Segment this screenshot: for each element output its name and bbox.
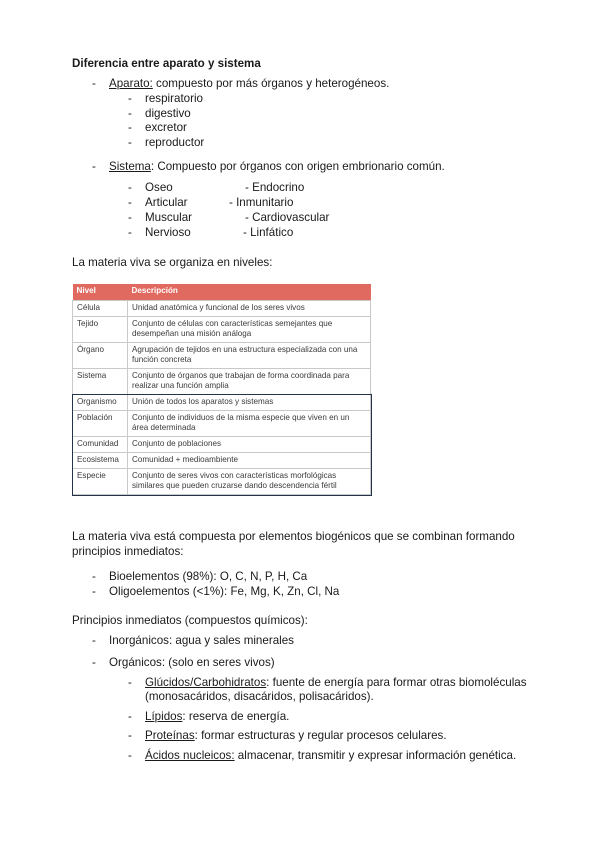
- aparato-item: reproductor: [145, 135, 205, 149]
- proteinas-item: [145, 729, 447, 743]
- bullet-dash: -: [128, 196, 132, 209]
- proteinas-text: : formar estructuras y regular procesos celulares.: [194, 729, 447, 742]
- table-row: [73, 411, 371, 437]
- level-description: Agrupación de tejidos en una estructura especializada con una función concreta: [128, 343, 371, 369]
- level-name: Órgano: [73, 343, 128, 369]
- organicos-item: Orgánicos: (solo en seres vivos): [109, 656, 275, 669]
- level-name: Especie: [73, 469, 128, 495]
- table-row: [73, 395, 371, 411]
- level-name: Comunidad: [73, 437, 128, 453]
- table-row: [73, 437, 371, 453]
- sistema-item-right: - Cardiovascular: [245, 211, 330, 224]
- bullet-dash: -: [92, 77, 96, 90]
- bullet-dash: -: [128, 676, 132, 689]
- sistema-definition: [109, 160, 445, 174]
- aparato-term: Aparato:: [109, 77, 153, 90]
- level-description: Comunidad + medioambiente: [128, 453, 371, 469]
- bullet-dash: -: [92, 585, 96, 598]
- bullet-dash: -: [128, 729, 132, 742]
- level-description: Conjunto de órganos que trabajan de forma coordinada para realizar una función amplia: [128, 369, 371, 395]
- sistema-item: Oseo: [145, 181, 173, 194]
- aparato-item: excretor: [145, 121, 187, 135]
- bullet-dash: -: [128, 181, 132, 194]
- table-row: [73, 317, 371, 343]
- acidos-item: [145, 749, 516, 763]
- lipidos-item: [145, 710, 289, 724]
- aparato-text: compuesto por más órganos y heterogéneos.: [152, 77, 390, 90]
- level-name: Tejido: [73, 317, 128, 343]
- bullet-dash: -: [128, 226, 132, 239]
- sistema-text: : Compuesto por órganos con origen embrionario común.: [150, 160, 445, 173]
- bullet-dash: -: [92, 160, 96, 173]
- inorganicos-item: Inorgánicos: agua y sales minerales: [109, 634, 294, 647]
- level-description: Unión de todos los aparatos y sistemas: [128, 395, 371, 411]
- sistema-term: Sistema: [109, 160, 151, 173]
- level-description: Conjunto de células con características semejantes que desempeñan una misión análoga: [128, 317, 371, 343]
- aparato-item: digestivo: [145, 106, 191, 120]
- level-description: Conjunto de individuos de la misma especie que viven en un área determinada: [128, 411, 371, 437]
- bullet-dash: -: [128, 710, 132, 723]
- bullet-dash: -: [128, 749, 132, 762]
- bullet-dash: -: [92, 570, 96, 583]
- bioelementos-item: Bioelementos (98%): O, C, N, P, H, Ca: [109, 570, 308, 583]
- composition-line-2: principios inmediatos:: [72, 545, 184, 558]
- acidos-term: Ácidos nucleicos:: [145, 749, 235, 762]
- bullet-dash: -: [128, 121, 132, 135]
- level-name: Ecosistema: [73, 453, 128, 469]
- acidos-text: almacenar, transmitir y expresar información genética.: [234, 749, 517, 762]
- principles-title: Principios inmediatos (compuestos químicos):: [72, 614, 308, 627]
- aparato-item: respiratorio: [145, 92, 203, 105]
- level-name: Sistema: [73, 369, 128, 395]
- level-description: Conjunto de seres vivos con características morfológicas similares que pueden cruzarse dando descendencia fértil: [128, 469, 371, 495]
- proteinas-term: Proteínas: [145, 729, 195, 742]
- sistema-item: Nervioso: [145, 226, 191, 239]
- bullet-dash: -: [128, 211, 132, 224]
- table-row: [73, 453, 371, 469]
- composition-line-1: La materia viva está compuesta por elementos biogénicos que se combinan formando: [72, 530, 515, 543]
- sistema-item: Articular: [145, 196, 188, 209]
- bullet-dash: -: [128, 106, 132, 120]
- sistema-item: Muscular: [145, 211, 193, 224]
- sistema-item-right: - Endocrino: [245, 181, 305, 194]
- header-nivel: Nivel: [73, 284, 128, 301]
- sistema-item-right: - Linfático: [243, 226, 294, 239]
- table-header-row: [73, 284, 371, 301]
- table-row: [73, 343, 371, 369]
- lipidos-text: : reserva de energía.: [182, 710, 290, 723]
- table-row: [73, 469, 371, 495]
- level-name: Célula: [73, 301, 128, 317]
- glucidos-item: [145, 676, 527, 690]
- bullet-dash: -: [92, 634, 96, 647]
- levels-table: [72, 284, 371, 495]
- bullet-dash: -: [128, 135, 132, 149]
- levels-intro: La materia viva se organiza en niveles:: [72, 256, 273, 269]
- level-name: Organismo: [73, 395, 128, 411]
- level-description: Conjunto de poblaciones: [128, 437, 371, 453]
- section-title: Diferencia entre aparato y sistema: [72, 57, 261, 70]
- bullet-dash: -: [92, 656, 96, 669]
- sistema-item-right: - Inmunitario: [229, 196, 294, 209]
- glucidos-text: : fuente de energía para formar otras biomoléculas: [266, 676, 527, 689]
- glucidos-line-2: (monosacáridos, disacáridos, polisacáridos).: [145, 690, 374, 703]
- header-descripcion: Descripción: [128, 284, 371, 301]
- bullet-dash: -: [128, 92, 132, 105]
- glucidos-term: Glúcidos/Carbohidratos: [145, 676, 267, 689]
- level-name: Población: [73, 411, 128, 437]
- table-row: [73, 369, 371, 395]
- lipidos-term: Lípidos: [145, 710, 183, 723]
- aparato-definition: [109, 77, 389, 91]
- oligoelementos-item: Oligoelementos (<1%): Fe, Mg, K, Zn, Cl, Na: [109, 585, 340, 598]
- level-description: Unidad anatómica y funcional de los seres vivos: [128, 301, 371, 317]
- table-row: [73, 301, 371, 317]
